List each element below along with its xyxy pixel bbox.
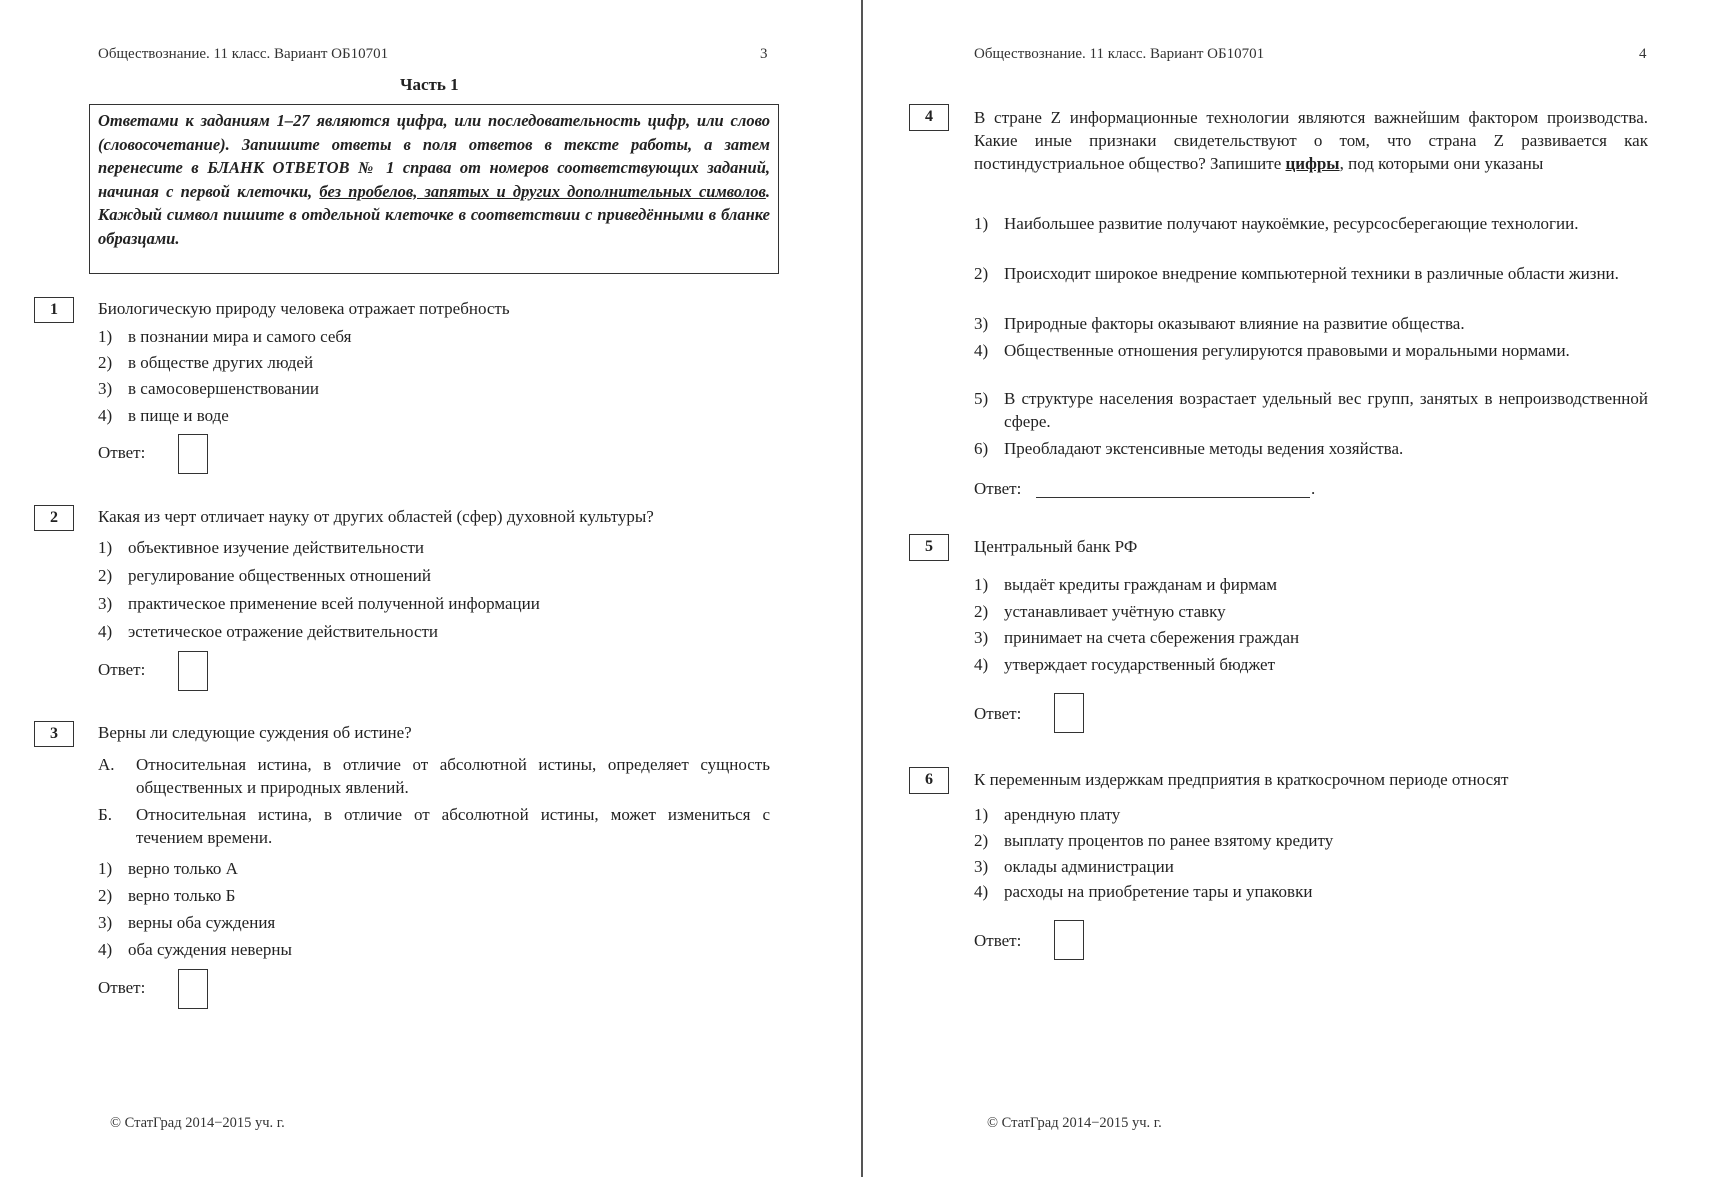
answer-label: Ответ:: [98, 443, 146, 462]
answer-box-2[interactable]: [178, 651, 208, 691]
question-6-option-1: 1) арендную плату: [974, 805, 1121, 824]
instructions-text: Ответами к заданиям 1–27 являются цифра, или последовательность цифр, или слово (словосочетание). Запишите ответы в поля ответов в тексте работы, а затем перенесите в БЛАНК ОТВЕТОВ № 1 справа от номеров соответствующих заданий, начиная с первой клеточки,: [98, 111, 770, 201]
page-number: 4: [1639, 46, 1647, 62]
answer-label: Ответ:: [98, 660, 146, 679]
question-4-option-1: 1) Наибольшее развитие получают наукоёмкие, ресурсосберегающие технологии.: [974, 214, 1579, 233]
question-3-option-1: 1) верно только А: [98, 859, 238, 878]
answer-box-6[interactable]: [1054, 920, 1084, 960]
page-header: Обществознание. 11 класс. Вариант ОБ10701: [974, 46, 1265, 62]
instructions-underlined: без пробелов, запятых и других дополнительных символов: [319, 181, 766, 201]
instructions-text-end: . Каждый символ пишите в отдельной клеточке в соответствии с приведёнными в бланке образцами.: [98, 181, 770, 248]
question-1-option-4: 4) в пище и воде: [98, 406, 229, 425]
question-5-option-2: 2) устанавливает учётную ставку: [974, 602, 1226, 621]
question-6-option-3: 3) оклады администрации: [974, 857, 1174, 876]
question-6-option-2: 2) выплату процентов по ранее взятому кредиту: [974, 831, 1334, 850]
question-number-5: 5: [909, 534, 949, 561]
question-3-option-2: 2) верно только Б: [98, 886, 236, 905]
answer-line-4[interactable]: [1036, 497, 1310, 498]
question-3-option-3: 3) верны оба суждения: [98, 913, 276, 932]
question-1-option-3: 3) в самосовершенствовании: [98, 379, 320, 398]
answer-label: Ответ:: [98, 978, 146, 997]
question-5-option-1: 1) выдаёт кредиты гражданам и фирмам: [974, 575, 1278, 594]
page-number: 3: [760, 46, 768, 62]
question-1-text: Биологическую природу человека отражает потребность: [98, 299, 510, 318]
answer-suffix: .: [1311, 479, 1316, 498]
question-4-option-4: 4) Общественные отношения регулируются правовыми и моральными нормами.: [974, 341, 1570, 360]
answer-box-5[interactable]: [1054, 693, 1084, 733]
answer-label: Ответ:: [974, 931, 1022, 950]
footer: © СтатГрад 2014−2015 уч. г.: [987, 1115, 1162, 1131]
question-6-option-4: 4) расходы на приобретение тары и упаковки: [974, 882, 1313, 901]
question-5-option-3: 3) принимает на счета сбережения граждан: [974, 628, 1300, 647]
question-1-option-1: 1) в познании мира и самого себя: [98, 327, 352, 346]
question-2-option-1: 1) объективное изучение действительности: [98, 538, 424, 557]
question-4-option-5: 5) В структуре населения возрастает удельный вес групп, занятых в непроизводственной сфере.: [974, 389, 1648, 431]
question-3-statement-a: А. Относительная истина, в отличие от абсолютной истины, определяет сущность общественных и природных явлений.: [98, 755, 770, 797]
emphasis-digits: цифры: [1285, 154, 1340, 173]
question-number-6: 6: [909, 767, 949, 794]
question-2-option-3: 3) практическое применение всей полученной информации: [98, 594, 540, 613]
footer: © СтатГрад 2014−2015 уч. г.: [110, 1115, 285, 1131]
question-number-1: 1: [34, 297, 74, 323]
part-title: Часть 1: [400, 75, 459, 94]
question-number-4: 4: [909, 104, 949, 131]
instructions-box: [89, 104, 779, 274]
question-3-text: Верны ли следующие суждения об истине?: [98, 723, 412, 742]
question-4-text: В стране Z информационные технологии являются важнейшим фактором производства. Какие иные признаки свидетельствуют о том, что страна Z развивается как постиндустриальное общество? Запишите цифры, под которыми они указаны: [974, 108, 1648, 173]
page-divider: [861, 0, 863, 1177]
question-3-statement-b: Б. Относительная истина, в отличие от абсолютной истины, может измениться с течением времени.: [98, 805, 770, 847]
question-2-option-4: 4) эстетическое отражение действительности: [98, 622, 439, 641]
page-header: Обществознание. 11 класс. Вариант ОБ10701: [98, 46, 389, 62]
question-4-option-6: 6) Преобладают экстенсивные методы ведения хозяйства.: [974, 439, 1404, 458]
question-number-3: 3: [34, 721, 74, 747]
question-1-option-2: 2) в обществе других людей: [98, 353, 314, 372]
question-2-option-2: 2) регулирование общественных отношений: [98, 566, 431, 585]
question-5-text: Центральный банк РФ: [974, 537, 1138, 556]
question-5-option-4: 4) утверждает государственный бюджет: [974, 655, 1276, 674]
question-3-option-4: 4) оба суждения неверны: [98, 940, 292, 959]
question-number-2: 2: [34, 505, 74, 531]
question-6-text: К переменным издержкам предприятия в краткосрочном периоде относят: [974, 770, 1509, 789]
question-4-option-3: 3) Природные факторы оказывают влияние на развитие общества.: [974, 314, 1465, 333]
right-page: [864, 0, 1722, 1177]
answer-box-1[interactable]: [178, 434, 208, 474]
answer-label: Ответ:: [974, 479, 1022, 498]
answer-box-3[interactable]: [178, 969, 208, 1009]
question-2-text: Какая из черт отличает науку от других областей (сфер) духовной культуры?: [98, 507, 654, 526]
answer-label: Ответ:: [974, 704, 1022, 723]
question-4-option-2: 2) Происходит широкое внедрение компьютерной техники в различные области жизни.: [974, 264, 1619, 283]
